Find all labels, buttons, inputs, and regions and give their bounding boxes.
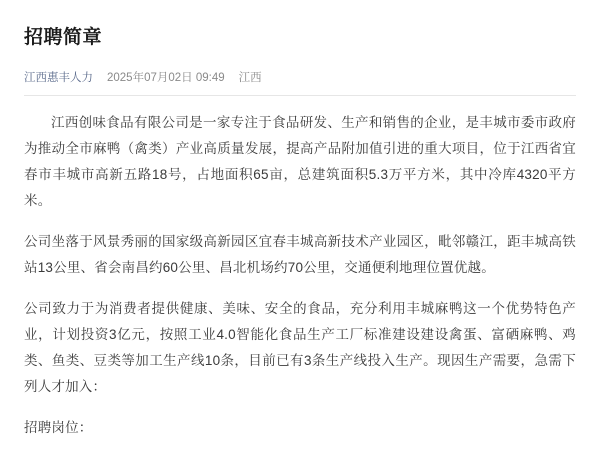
- article-source[interactable]: 江西惠丰人力: [24, 71, 93, 84]
- article-paragraph: 公司致力于为消费者提供健康、美味、安全的食品，充分利用丰城麻鸭这一个优势特色产业，计划投资3亿元，按照工业4.0智能化食品生产工厂标准建设建设禽蛋、富硒麻鸭、鸡类、鱼类、豆类等加工生产线10条，目前已有3条生产线投入生产。现因生产需要，急需下列人才加入：: [24, 300, 576, 394]
- article-paragraph: 公司坐落于风景秀丽的国家级高新园区宜春丰城高新技术产业园区，毗邻赣江，距丰城高铁站13公里、省会南昌约60公里、昌北机场约70公里，交通便利地理位置优越。: [24, 233, 576, 275]
- article-body: [24, 110, 576, 441]
- article-region: 江西: [238, 71, 262, 84]
- article-timestamp: 2025年07月02日 09:49: [107, 71, 225, 84]
- article-meta: [24, 69, 576, 85]
- page-title: 招聘简章: [24, 27, 103, 48]
- article-paragraph: 招聘岗位：: [24, 419, 93, 435]
- article-paragraph: 江西创味食品有限公司是一家专注于食品研发、生产和销售的企业，是丰城市委市政府为推动全市麻鸭（禽类）产业高质量发展，提高产品附加值引进的重大项目，位于江西省宜春市丰城市高新五路18号，占地面积65亩，总建筑面积5.3万平方米，其中冷库4320平方米。: [24, 114, 576, 208]
- header-divider: [24, 95, 576, 96]
